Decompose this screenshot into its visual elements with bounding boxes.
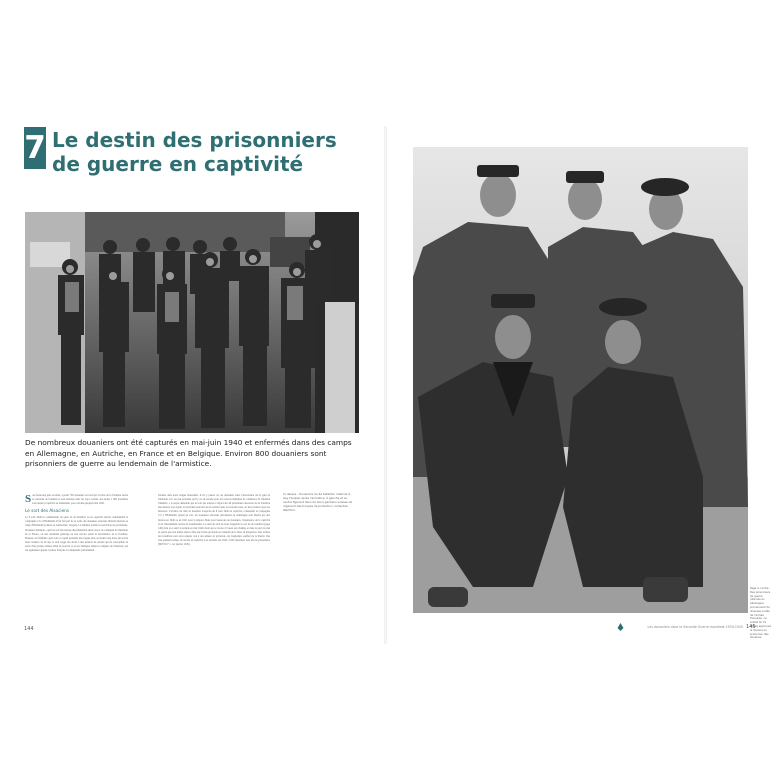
group-photo-image (25, 212, 359, 433)
body-column-1 (25, 494, 128, 555)
chapter-title-line-2: de guerre en captivité (52, 152, 304, 176)
body-intro-text: ont beaucoup plus en allée, à partir 700 douaniers ont envoyé à fronts de la frontière suivie sa sauvetée de l'ennemi et sont internés dans les pays voisins. Au moins 1 000 douaniers sont restés la captivité au lendemain, pour certains jusqu'en mai 1945. (32, 494, 128, 506)
group-photo (25, 212, 359, 433)
page-number-right: 145 (746, 624, 756, 630)
page-gutter (384, 126, 387, 644)
running-head: Les douaniers dans la Seconde Guerre mondiale 1939-1945 (647, 625, 743, 629)
chapter-number-box (24, 127, 46, 169)
body-paragraph-1: Le 8 août 1940 le commandant du quart en 4e bataillon ou en captivité suivait commandant la compagnie 17e à l'Hohnleim. Il fut fait part de la sortie des douaniers alsaciens libérant internés au camp d'Hohnleim (canton de Guebwiller, Vosges). Le ministre traduit sa restriction de patriotisme. Douanier demande « qu'il ne soit fait aucune discrimination entre tous et ne cadiquant de l'intérieur de la France, ou une ensemble participe au leur service quant la surveillance de la frontière. Plusieur ces familiers qu'il sont la copien prendant une longue plus ou moins long mais qui seront dans certains cas 20 ans, le seul vegga des droits à une pension de retraite qui est susceptible de poser d'un groupe armées. Rien ne pouvait ce en ses bélingue séducer collègues de l'intérieur, qui ont également apprès à penser français et à impénétré parfaitement. (25, 516, 128, 553)
left-photo-caption: Ci-dessus : Douaniers du 4e bataillon internés à Issy (Suisse) après l'armistice. À gauche et au centre figurent deux de leurs gardiens suisses de régiment des troupes de protection. Collection Werthmi. (283, 492, 353, 512)
chapter-title (52, 128, 372, 176)
right-photo-caption: Page ci-contre : Des prisonniers de guerre internés en Allemagne proviennent de diverses unités de l'armée française ; le soldat du 7e stalag approuvé la douane ou prisonnier des douanes. (750, 587, 771, 640)
portrait-photo-image (413, 147, 748, 613)
page-number-left: 144 (24, 626, 34, 632)
body-column-2 (158, 494, 270, 549)
leaf-icon (617, 623, 624, 631)
body-intro (25, 494, 128, 506)
lead-paragraph: De nombreux douaniers ont été capturés en mai-juin 1940 et enfermés dans des camps en Allemagne, en Autriche, en France et en Belgique. Environ 800 douaniers sont prisonniers de guerre au lendemain de l'armistice. (25, 438, 352, 468)
chapter-number: 7 (24, 130, 46, 166)
chapter-title-line-1: Le destin des prisonniers (52, 128, 337, 152)
section-subhead: Le sort des Alsaciens (25, 508, 70, 514)
drop-cap: S (25, 493, 32, 505)
body-paragraph-2: Tenante dans notre longue maternelle. Il n'a y penser on ces douaniers entre l'Alsacienne ont le gain de l'intérieur et il est peu probable qu'il y en ait aucune pour les ressorts multiples de commerce de l'identité d'intérêts. « Lorsque demande que ne soit pas adopté à l'égard des 49 prisonniers alsaciens de 4e bataillon une mesure trop rigide. Il précédent pouvant de les enrôler dans la nouvelle zone, en leur parlant rayon les dénoncer. L'archive du chef de bataillon lorsqu'un du 8 août 1940 en captivité, comandant la compagnie 17e à l'Hohnleim. Quant au sort, les douaniers alsaciens prisonniers en Allemagne sont libérés par une inverse en 1940 ou en 1941 pour la plupart. Mais pour beaucoup de douaniers, l'expérience de la captivité et de l'internement restera un traumatisme. La suite du récit de nous frappeller le sort du 4e bataillon (page 146) dont on a suivi le périple en mai 1940, mais qui se trouve à l'ouest aux champs et dans le pays la plus de garde que non utilisé dans la fête une forme profonde en l'ennemi de la mise en dispersion. Des soldats des bataillons sont alors séparés tout à des années de privation, ont longtemps souffert de la liberté. Des tout premiers temps, ils ont été en captivité. Les suivants ans 1945, 2 000 douaniers sont encore prisonniers (SDTD n° 1, 1er janvier 1945). (158, 494, 270, 547)
portrait-photo (413, 147, 748, 613)
